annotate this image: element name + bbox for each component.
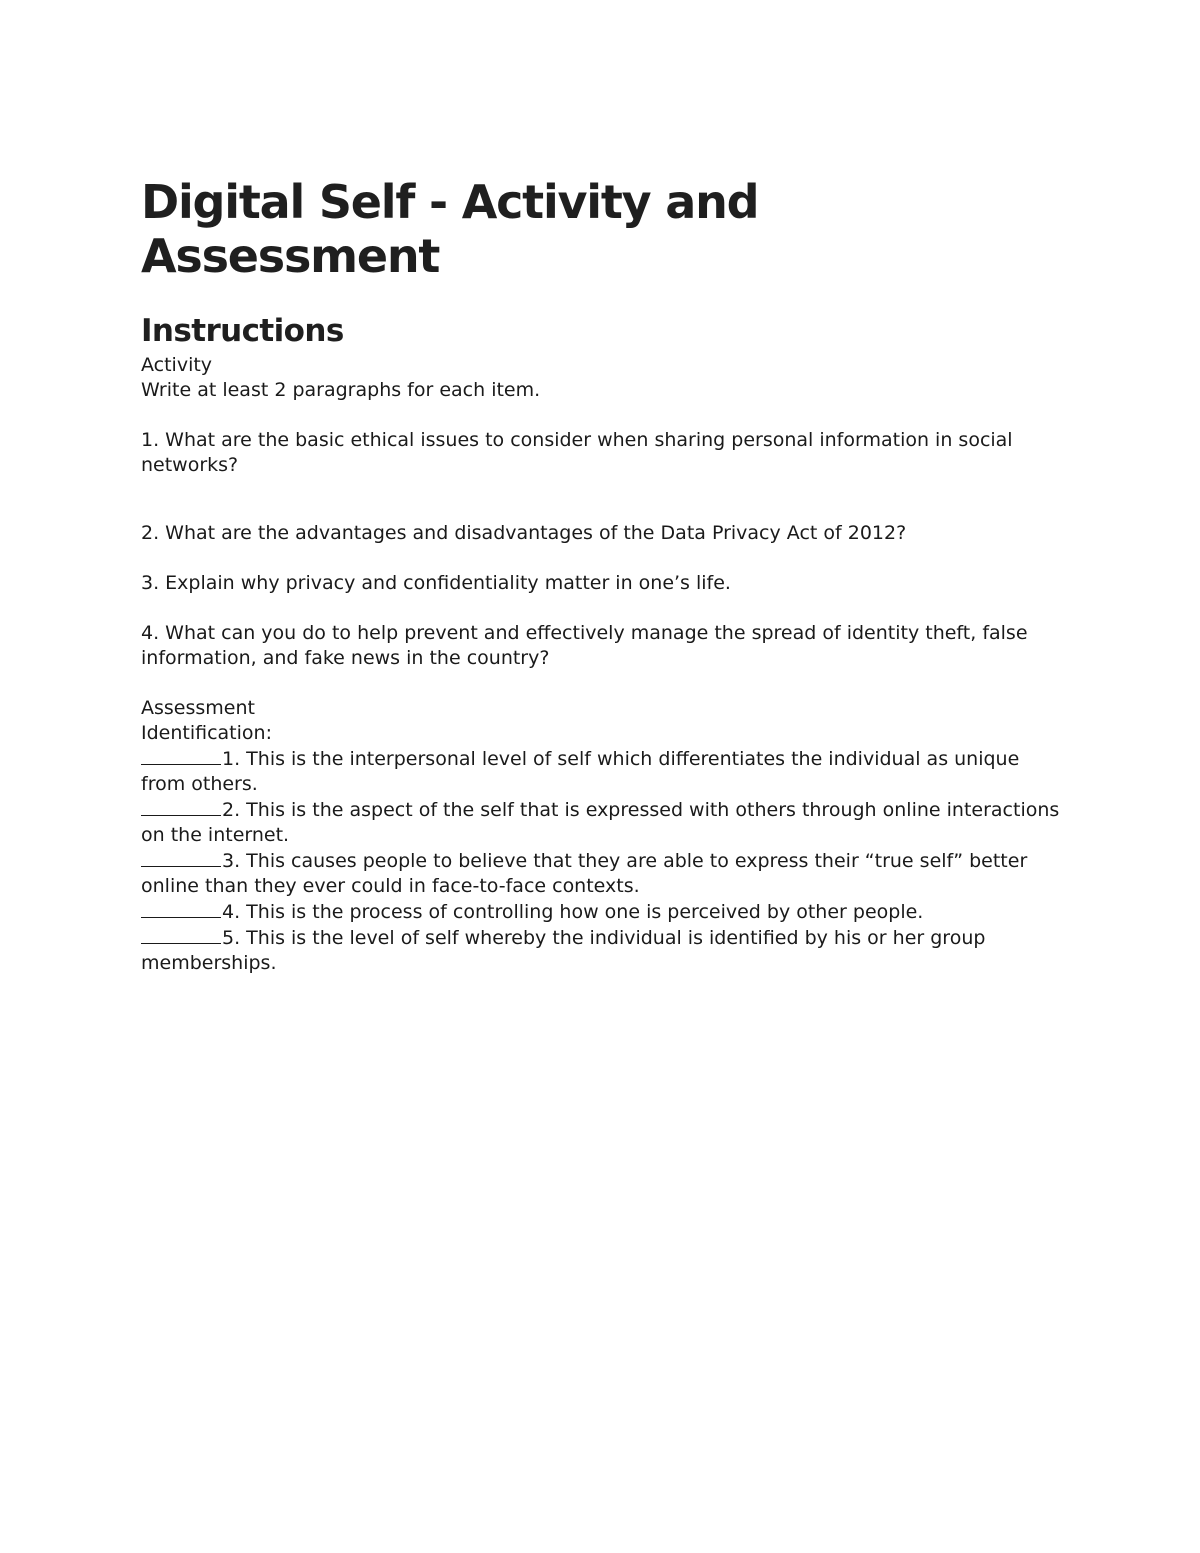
activity-question-4: 4. What can you do to help prevent and effectively manage the spread of identity theft, false information, and fake news in the country? xyxy=(141,622,1028,669)
document-title: Digital Self - Activity and Assessment xyxy=(141,175,759,283)
activity-instruction: Write at least 2 paragraphs for each item. xyxy=(141,379,541,401)
identification-item-3 xyxy=(141,848,1061,899)
instructions-heading: Instructions xyxy=(141,313,344,349)
answer-blank[interactable] xyxy=(141,797,221,816)
identification-label: Identification: xyxy=(141,722,272,744)
answer-blank[interactable] xyxy=(141,746,221,765)
identification-item-text: 3. This causes people to believe that they are able to express their “true self” better online than they ever could in face-to-face contexts. xyxy=(141,850,1028,897)
identification-item-text: 1. This is the interpersonal level of self which differentiates the individual as unique from others. xyxy=(141,748,1020,795)
identification-item-5 xyxy=(141,925,1061,976)
identification-item-2 xyxy=(141,797,1061,848)
identification-item-4 xyxy=(141,899,1061,925)
answer-blank[interactable] xyxy=(141,899,221,918)
assessment-label: Assessment xyxy=(141,697,255,719)
identification-item-1 xyxy=(141,746,1061,797)
activity-question-1: 1. What are the basic ethical issues to consider when sharing personal information in social networks? xyxy=(141,429,1013,476)
identification-item-text: 4. This is the process of controlling how one is perceived by other people. xyxy=(222,901,924,923)
answer-blank[interactable] xyxy=(141,848,221,867)
answer-blank[interactable] xyxy=(141,925,221,944)
activity-question-2: 2. What are the advantages and disadvantages of the Data Privacy Act of 2012? xyxy=(141,522,907,544)
document-page xyxy=(141,175,1061,976)
identification-item-text: 2. This is the aspect of the self that is expressed with others through online interactions on the internet. xyxy=(141,799,1060,846)
activity-question-3: 3. Explain why privacy and confidentiality matter in one’s life. xyxy=(141,572,731,594)
activity-label: Activity xyxy=(141,354,213,376)
identification-item-text: 5. This is the level of self whereby the individual is identified by his or her group memberships. xyxy=(141,927,986,974)
